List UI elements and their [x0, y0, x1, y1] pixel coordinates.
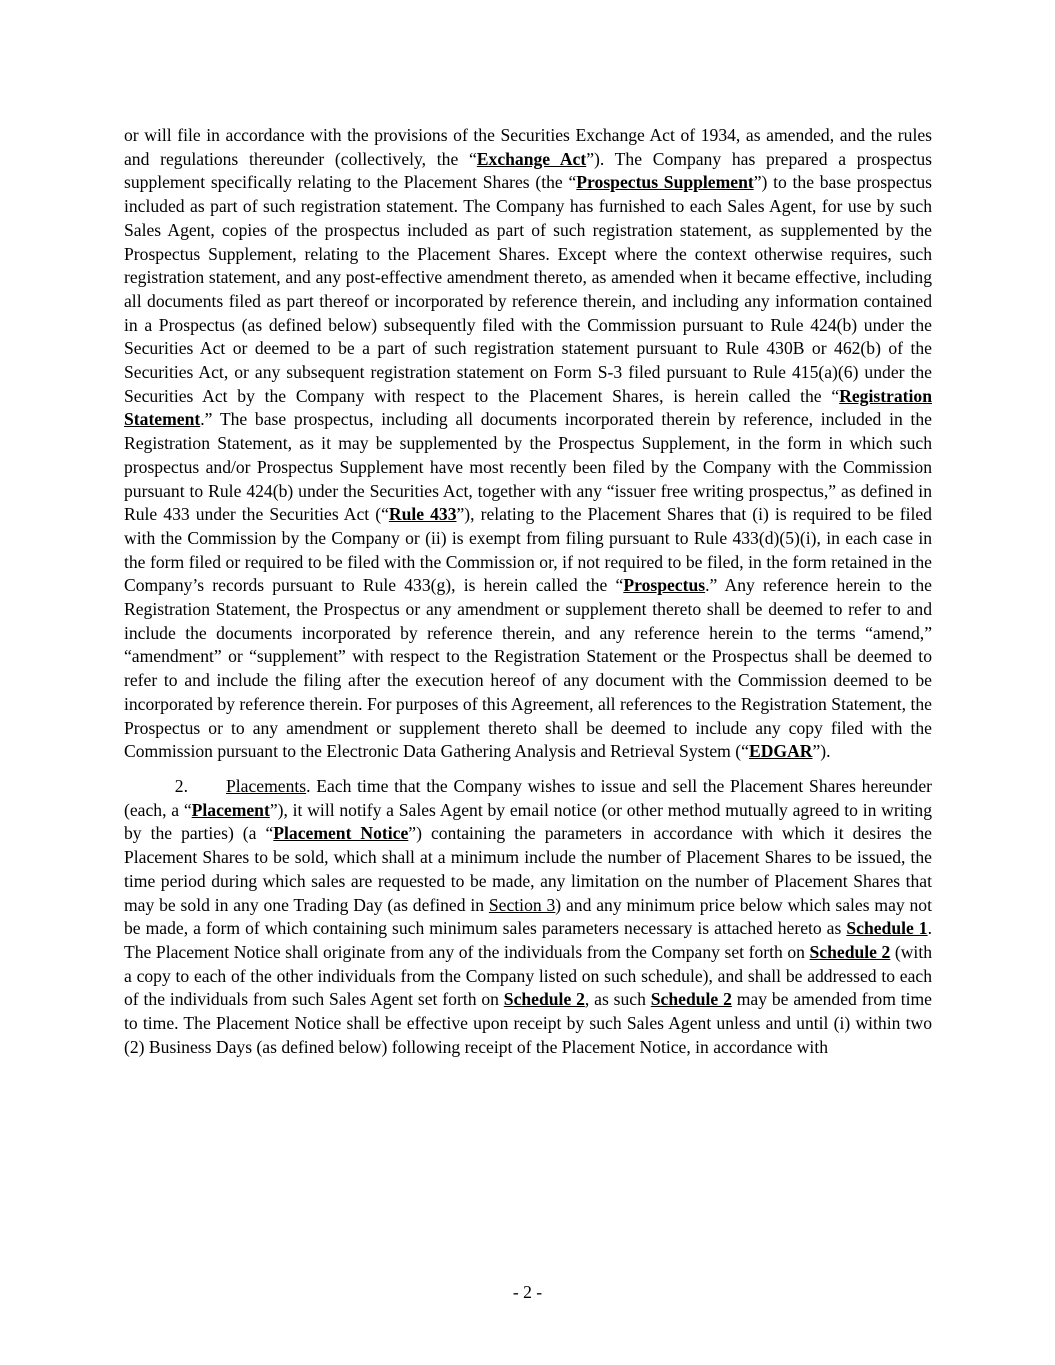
text-run: or will file in accordance with the provisions of the Securities Exchange Act of 1934, as amended, and the rules and regulations thereunder (collectively, the “	[124, 125, 932, 169]
paragraph-placements	[124, 775, 932, 1059]
defined-term-prospectus-supplement: Prospectus Supplement	[576, 172, 754, 193]
text-run: ”) to the base prospectus included as part of such registration statement. The Company has furnished to each Sales Agent, for use by such Sales Agent, copies of the prospectus included as part of such registration statement, as supplemented by the Prospectus Supplement, relating to the Placement Shares. Except where the context otherwise requires, such registration statement, and any post-effective amendment thereto, as amended when it became effective, including all documents filed as part thereof or incorporated by reference therein, and including any information contained in a Prospectus (as defined below) subsequently filed with the Commission pursuant to Rule 424(b) under the Securities Act or deemed to be a part of such registration statement pursuant to Rule 430B or 462(b) of the Securities Act, or any subsequent registration statement on Form S-3 filed pursuant to Rule 415(a)(6) under the Securities Act by the Company with respect to the Placement Shares, is herein called the “	[124, 172, 932, 406]
defined-term-prospectus: Prospectus	[623, 575, 706, 596]
defined-term-exchange-act: Exchange Act	[476, 148, 587, 169]
paragraph-registration-statement	[124, 124, 932, 764]
defined-term-edgar: EDGAR	[748, 741, 813, 762]
text-run: (with a copy to each of the other individuals from the Company listed on such schedule), and shall be addressed to each of the individuals from such Sales Agent set forth on	[124, 941, 933, 1010]
text-run: may be amended from time to time. The Placement Notice shall be effective upon receipt by such Sales Agent unless and until (i) within two (2) Business Days (as defined below) following receipt of the Placement Notice, in accordance with	[124, 989, 932, 1057]
page-number: - 2 -	[512, 1282, 543, 1302]
schedule-1-reference: Schedule 1	[846, 918, 928, 939]
defined-term-placement-notice: Placement Notice	[273, 823, 409, 844]
defined-term-rule-433: Rule 433	[388, 504, 457, 525]
text-run: . Each time that the Company wishes to issue and sell the Placement Shares hereunder (each, a “	[124, 775, 932, 820]
text-run: ) and any minimum price below which sales may not be made, a form of which containing such minimum sales parameters necessary is attached hereto as	[124, 894, 932, 939]
cross-reference-section-3: Section 3	[488, 894, 556, 915]
section-heading-placements: Placements	[226, 775, 307, 796]
text-run: ”). The Company has prepared a prospectus supplement specifically relating to the Placement Shares (the “	[124, 148, 932, 193]
text-run: ”), it will notify a Sales Agent by email notice (or other method mutually agreed to in writing by the parties) (a “	[124, 799, 932, 844]
text-run: ”), relating to the Placement Shares that (i) is required to be filed with the Commission by the Company or (ii) is exempt from filing pursuant to Rule 433(d)(5)(i), in each case in the form filed or required to be filed with the Commission or, if not required to be filed, in the form retained in the Company’s records pursuant to Rule 433(g), is herein called the “	[124, 504, 932, 596]
document-page	[124, 124, 932, 1059]
text-run: , as such	[584, 989, 651, 1010]
text-run: . The Placement Notice shall originate from any of the individuals from the Company set forth on	[124, 918, 932, 962]
schedule-2-reference: Schedule 2	[503, 989, 585, 1010]
text-run: ”).	[812, 741, 831, 762]
defined-term-registration-statement: Registration Statement	[124, 385, 932, 430]
defined-term-placement: Placement	[191, 799, 270, 820]
text-run: ”) containing the parameters in accordance with which it desires the Placement Shares to be sold, which shall at a minimum include the number of Placement Shares to be issued, the time period during which sales are requested to be made, any limitation on the number of Placement Shares that may be sold in any one Trading Day (as defined in	[124, 823, 932, 915]
section-number: 2.	[174, 775, 188, 796]
schedule-2-reference: Schedule 2	[809, 941, 891, 962]
text-run: .” The base prospectus, including all documents incorporated therein by reference, included in the Registration Statement, as it may be supplemented by the Prospectus Supplement, in the form in which such prospectus and/or Prospectus Supplement have most recently been filed by the Company with the Commission pursuant to Rule 424(b) under the Securities Act, together with any “issuer free writing prospectus,” as defined in Rule 433 under the Securities Act (“	[124, 409, 932, 525]
schedule-2-reference: Schedule 2	[650, 989, 732, 1010]
text-run: .” Any reference herein to the Registration Statement, the Prospectus or any amendment or supplement thereto shall be deemed to refer to and include the documents incorporated by reference therein, and any reference herein to the terms “amend,” “amendment” or “supplement” with respect to the Registration Statement or the Prospectus shall be deemed to refer to and include the filing after the execution hereof of any document with the Commission deemed to be incorporated by reference therein. For purposes of this Agreement, all references to the Registration Statement, the Prospectus or to any amendment or supplement thereto shall be deemed to include any copy filed with the Commission pursuant to the Electronic Data Gathering Analysis and Retrieval System (“	[124, 575, 932, 762]
